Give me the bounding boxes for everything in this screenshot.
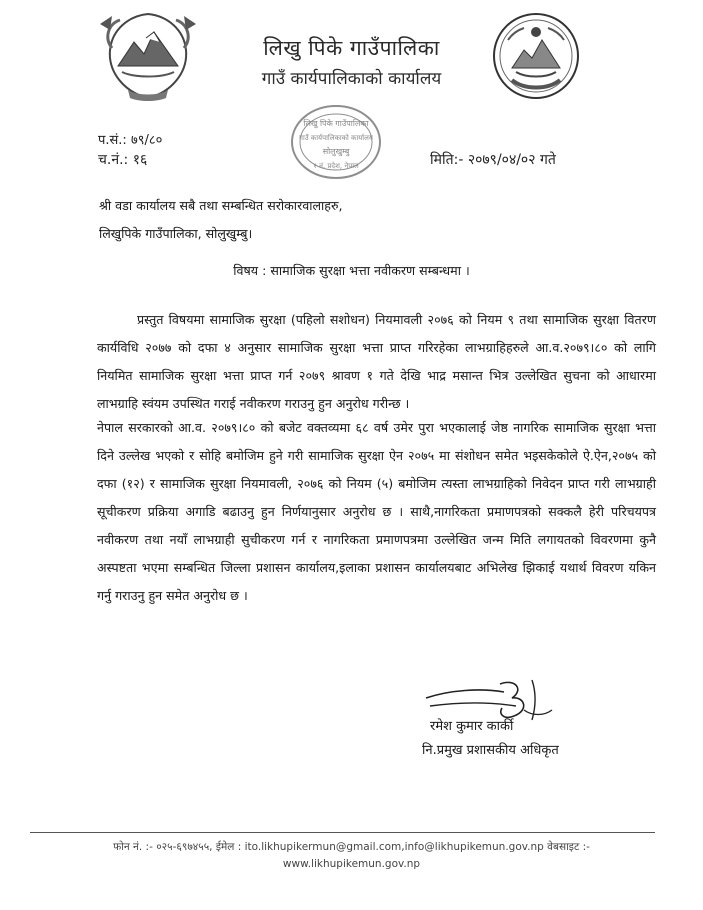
org-subtitle: गाउँ कार्यपालिकाको कार्यालय — [261, 69, 442, 89]
reference-number: प.सं.: ७९/८० — [98, 133, 163, 148]
footer-website: www.likhupikemun.gov.np — [282, 858, 421, 870]
paragraph-2: नेपाल सरकारको आ.व. २०७९।८० को बजेट वक्तव्यमा ६८ वर्ष उमेर पुरा भएकालाई जेष्ठ नागरिक सामाजिक सुरक्षा भत्ता दिने उल्लेख भएको र सोहि बमोजिम हुने गरी सामाजिक सुरक्षा ऐन २०७५ मा संशोधन समेत भइसकेकोले ऐ.ऐन,२०७५ को दफा (१२) र सामाजिक सुरक्षा नियमावली, २०७६ को नियम (५) बमोजिम त्यस्ता लाभग्राहिको निवेदन प्राप्त गरी लाभग्राही सूचीकरण प्रक्रिया अगाडि बढाउनु हुन निर्णयानुसार अनुरोध छ । साथै,नागरिकता प्रमाणपत्रको सक्कलै हेरी परिचयपत्र नवीकरण तथा नयाँ लाभग्राही सुचीकरण गर्न र नागरिकता प्रमाणपत्रमा उल्लेखित जन्म मिति लगायतको विवरणमा कुनै अस्पष्टता भएमा सम्बन्धित जिल्ला प्रशासन कार्यालय,इलाका प्रशासन कार्यालयबाट अभिलेख झिकाई यथार्थ विवरण यकिन गर्नु गराउनु हुन समेत अनुरोध छ । — [97, 420, 656, 603]
org-name: लिखु पिके गाउँपालिका — [263, 36, 440, 60]
signatory-title: नि.प्रमुख प्रशासकीय अधिकृत — [422, 743, 559, 758]
recipient-block — [99, 192, 659, 248]
recipient-line1: श्री वडा कार्यालय सबै तथा सम्बन्धित सरोकारवालाहरु, — [99, 198, 343, 213]
stamp-line3: सोलुखुम्बु — [322, 147, 350, 156]
office-stamp-icon — [276, 92, 396, 182]
paragraph-1: प्रस्तुत विषयमा सामाजिक सुरक्षा (पहिलो सशोधन) नियमावली २०७६ को नियम ९ तथा सामाजिक सुरक्षा वितरण कार्यविधि २०७७ को दफा ४ अनुसार सामाजिक सुरक्षा भत्ता प्राप्त गरिरहेका लाभग्राहिहरुले आ.व.२०७९।८० को लागि नियमित सामाजिक सुरक्षा भत्ता प्राप्त गर्न २०७९ श्रावण १ गते देखि भाद्र मसान्त भित्र उल्लेखित सुचना को आधारमा लाभग्राहि स्वंयम उपस्थित गराई नवीकरण गराउनु हुन अनुरोध गरीन्छ । — [97, 312, 656, 411]
letter-date: मिति:- २०७९/०४/०२ गते — [430, 152, 556, 168]
stamp-line4: १ नं. प्रदेश, नेपाल — [313, 162, 359, 170]
letter-subject: विषय : सामाजिक सुरक्षा भत्ता नवीकरण सम्बन्धमा । — [233, 263, 470, 278]
signatory-name: रमेश कुमार कार्की — [430, 719, 514, 734]
stamp-line2: गाउँ कार्यपालिकाको कार्यालय — [299, 134, 373, 142]
dispatch-number: च.नं.: १६ — [98, 152, 148, 168]
footer-divider — [30, 832, 655, 833]
recipient-line2: लिखुपिके गाउँपालिका, सोलुखुम्बु। — [99, 226, 253, 241]
municipality-logo-icon — [490, 10, 582, 102]
footer-contact: फोन नं. :- ०२५-६९७४५५, ईमेल : ito.likhupikermun@gmail.com,info@likhupikemun.gov.np वेबसाइट :- — [113, 841, 590, 853]
stamp-line1: लिखु पिके गाउँपालिका — [303, 119, 369, 128]
